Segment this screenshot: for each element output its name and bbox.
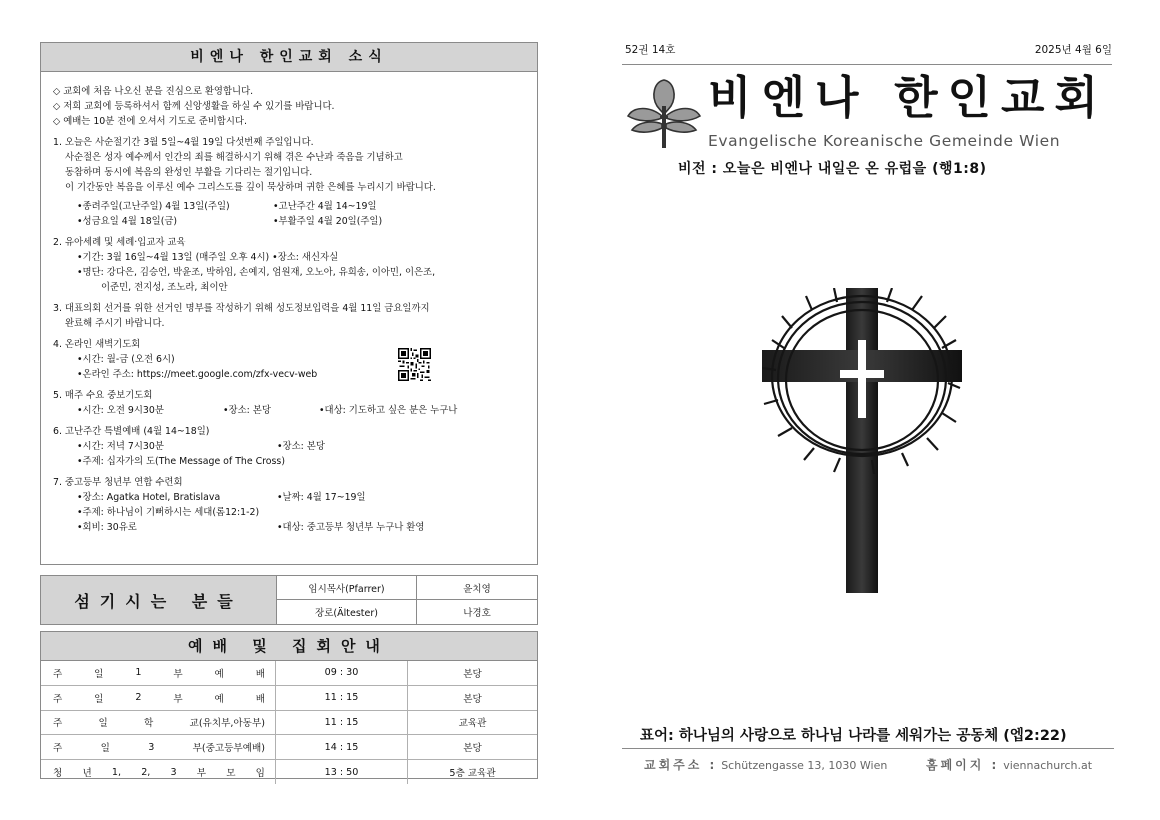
divider (622, 748, 1114, 749)
news-item-5 (53, 388, 527, 418)
worship-name-part: 1, (111, 766, 122, 778)
divider (622, 64, 1112, 65)
news-body (41, 72, 537, 535)
worship-place: 본당 (463, 693, 482, 705)
bullet-row (53, 490, 527, 505)
news-item-7 (53, 475, 527, 535)
worship-time: 13 : 50 (276, 760, 408, 784)
worship-name-part: 부 (196, 768, 207, 780)
name-elder: 나경호 (463, 608, 491, 619)
worship-table (41, 661, 537, 784)
worship-name-part: 예 (214, 693, 224, 705)
online-address[interactable]: •온라인 주소: https://meet.google.com/zfx-vecv-web (77, 369, 318, 380)
worship-name (41, 760, 276, 784)
bullet: •기간: 3월 16일~4월 13일 (매주일 오후 4시) •장소: 새신자실 (77, 252, 339, 263)
worship-name (41, 735, 276, 759)
worship-name-part: 부 (173, 668, 183, 680)
worship-name-part: 일 (100, 743, 110, 755)
bullet: •대상: 중고등부 청년부 누구나 환영 (277, 522, 425, 533)
item-heading: 2. 유아세례 및 세례·입교자 교육 (53, 237, 186, 248)
news-item-2 (53, 235, 527, 295)
worship-time: 11 : 15 (276, 711, 408, 735)
news-item-3 (53, 301, 527, 331)
worship-section (40, 631, 538, 779)
worship-place: 교육관 (458, 718, 487, 730)
worship-row (41, 686, 537, 711)
church-name-korean: 비엔나 한인교회 (708, 71, 1108, 124)
worship-name-part: 부 (173, 693, 183, 705)
worship-name-part: 3 (148, 741, 155, 753)
worship-place: 본당 (463, 668, 482, 680)
address-label: 교회주소 : (644, 758, 718, 772)
worship-name-part: 주 (53, 718, 63, 730)
item-heading: 3. 대표의회 선거를 위한 선거인 명부를 작성하기 위해 성도정보입력을 4월 11일 금요일까지 (53, 303, 430, 314)
address-block (644, 756, 887, 773)
worship-name-part: 3 (170, 766, 177, 778)
servants-section (40, 575, 538, 625)
bullet: •명단: 강다은, 김승언, 박윤조, 박하임, 손예지, 엄원재, 오노아, 유희송, 이아민, 이은조, (77, 267, 436, 278)
homepage-link[interactable]: viennachurch.at (1003, 759, 1093, 772)
motto: 표어: 하나님의 사랑으로 하나님 나라를 세워가는 공동체 (엡2:22) (640, 728, 1067, 744)
item-heading: 6. 고난주간 특별예배 (4월 14~18일) (53, 426, 210, 437)
bullet: •주제: 십자가의 도(The Message of The Cross) (77, 456, 285, 467)
bullet: •부활주일 4월 20일(주일) (273, 216, 383, 227)
name-pastor: 윤치영 (417, 576, 537, 600)
address-value: Schützengasse 13, 1030 Wien (721, 759, 888, 772)
bullet: •시간: 저녁 7시30분 (77, 441, 164, 452)
worship-name-part: 일 (94, 668, 104, 680)
bullet: •시간: 월-금 (오전 6시) (77, 354, 175, 365)
homepage-label: 홈페이지 : (926, 758, 1000, 772)
worship-name-part: 배 (255, 668, 265, 680)
bullet: •회비: 30유로 (77, 522, 137, 533)
item-heading: 5. 매주 수요 중보기도회 (53, 390, 153, 401)
bullet: •날짜: 4월 17~19일 (277, 492, 366, 503)
worship-name-part: 일 (98, 718, 108, 730)
bullet: •고난주간 4월 14~19일 (273, 201, 377, 212)
servants-title: 섬기시는 분들 (41, 576, 277, 624)
worship-name (41, 711, 276, 735)
news-item-6 (53, 424, 527, 469)
bullet: •장소: Agatka Hotel, Bratislava (77, 492, 221, 503)
worship-time: 11 : 15 (276, 686, 408, 710)
intro-line: ◇ 저희 교회에 등록하셔서 함께 신앙생활을 하실 수 있기를 바랍니다. (53, 101, 335, 112)
worship-name-part: 2, (141, 766, 151, 778)
item-heading: 4. 온라인 새벽기도회 (53, 339, 141, 350)
worship-place: 본당 (463, 743, 482, 755)
bullet: •성금요일 4월 18일(금) (77, 216, 178, 227)
qr-code-icon[interactable] (398, 348, 431, 381)
item-text: 이 기간동안 복음을 이루신 예수 그리스도를 깊이 묵상하며 귀한 은혜를 누리시기 바랍니다. (65, 182, 436, 193)
worship-name-part: 부(중고등부예배) (192, 743, 265, 755)
issue-date: 2025년 4월 6일 (1034, 44, 1112, 56)
item-text: 동참하며 동시에 복음의 완성인 부활을 기다리는 절기입니다. (65, 167, 313, 178)
bullet-row (53, 439, 527, 454)
church-name-german: Evangelische Koreanische Gemeinde Wien (708, 132, 1061, 150)
worship-time: 14 : 15 (276, 735, 408, 759)
worship-row (41, 711, 537, 736)
worship-name-part: 2 (135, 692, 142, 704)
church-logo-icon (624, 76, 704, 150)
bullet: 이준민, 전지성, 조노라, 최이안 (101, 282, 228, 293)
bullet-row (53, 520, 527, 535)
vision-statement: 비전 : 오늘은 비엔나 내일은 온 유럽을 (행1:8) (678, 161, 987, 177)
worship-time: 09 : 30 (276, 661, 408, 685)
item-heading: 1. 오늘은 사순절기간 3월 5일~4월 19일 다섯번째 주일입니다. (53, 137, 314, 148)
worship-name-part: 임 (255, 768, 265, 780)
worship-name-part: 년 (82, 768, 92, 780)
role-pastor: 임시목사(Pfarrer) (277, 576, 417, 600)
news-title: 비엔나 한인교회 소식 (41, 43, 537, 72)
worship-name-part: 주 (53, 693, 63, 705)
worship-name-part: 학 (144, 718, 154, 730)
worship-name-part: 주 (53, 743, 63, 755)
bullet: •대상: 기도하고 싶은 분은 누구나 (319, 405, 458, 416)
worship-name-part: 주 (53, 668, 63, 680)
worship-name-part: 배 (255, 693, 265, 705)
bullet-row (53, 199, 527, 214)
bullet: •종려주일(고난주일) 4월 13일(주일) (77, 201, 230, 212)
worship-name-part: 일 (94, 693, 104, 705)
crown-of-thorns-cross-icon (762, 288, 962, 593)
worship-row (41, 735, 537, 760)
news-item-1 (53, 135, 527, 229)
bullet-row (53, 403, 527, 418)
worship-name (41, 686, 276, 710)
worship-name-part: 청 (53, 768, 63, 780)
intro-line: ◇ 예배는 10분 전에 오셔서 기도로 준비합시다. (53, 116, 247, 127)
worship-name-part: 교(유치부,아동부) (189, 718, 265, 730)
homepage-block (926, 756, 1092, 773)
worship-row (41, 661, 537, 686)
news-item-4 (53, 337, 527, 382)
news-section (40, 42, 538, 565)
bullet-row (53, 214, 527, 229)
bullet: •시간: 오전 9시30분 (77, 405, 164, 416)
worship-place: 5층 교육관 (449, 768, 496, 780)
servants-grid (277, 576, 537, 624)
item-text: 완료해 주시기 바랍니다. (65, 318, 165, 329)
worship-name-part: 1 (135, 667, 142, 679)
item-heading: 7. 중고등부 청년부 연합 수련회 (53, 477, 183, 488)
role-elder: 장로(Ältester) (277, 600, 417, 624)
bullet: •장소: 본당 (277, 441, 325, 452)
issue-number: 52권 14호 (625, 44, 676, 56)
bullet: •주제: 하나님이 기뻐하시는 세대(롬12:1-2) (77, 507, 260, 518)
worship-name-part: 모 (226, 768, 236, 780)
item-text: 사순절은 성자 예수께서 인간의 죄를 해결하시기 위해 겪은 수난과 죽음을 기념하고 (65, 152, 403, 163)
bullet: •장소: 본당 (223, 405, 271, 416)
worship-name (41, 661, 276, 685)
worship-title: 예배 및 집회안내 (41, 632, 537, 661)
worship-row (41, 760, 537, 784)
worship-name-part: 예 (214, 668, 224, 680)
intro-line: ◇ 교회에 처음 나오신 분을 진심으로 환영합니다. (53, 86, 254, 97)
